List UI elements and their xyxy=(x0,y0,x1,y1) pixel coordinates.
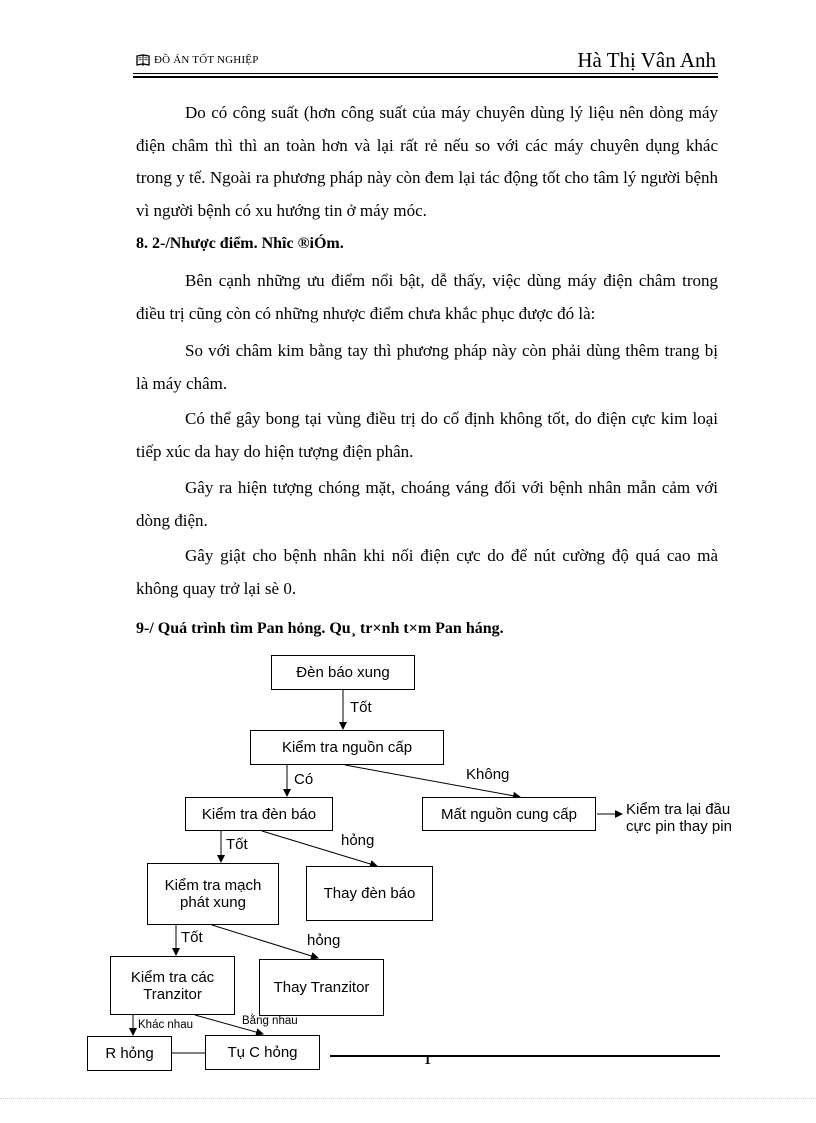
label-co: Có xyxy=(294,771,314,788)
page-break-dots xyxy=(0,1098,816,1099)
paragraph-advantages: Do có công suất (hơn công suất của máy chuyên dùng lý liệu nên dòng máy điện châm thì thì an toàn hơn và lại rất rẻ nếu so với các máy chuyên dụng khác trong y tế. Ngoài ra phương pháp này còn đem lại tác động tốt cho tâm lý người bệnh vì người bệnh có xu hướng tin ở máy móc. xyxy=(136,103,718,220)
box-den-bao-xung: Đèn báo xung xyxy=(271,655,415,690)
header-title: ĐỒ ÁN TỐT NGHIỆP xyxy=(154,54,259,66)
paragraph-disadvantage-2: Có thể gây bong tại vùng điều trị do cố định không tốt, do điện cực kim loại tiếp xúc da hay do hiện tượng điện phân. xyxy=(136,409,718,461)
arrow-mach-to-thaytranzitor xyxy=(212,925,318,958)
label-hong-1: hỏng xyxy=(341,832,375,849)
label-khac-nhau: Khác nhau xyxy=(138,1019,193,1031)
label-tot-1: Tốt xyxy=(350,699,372,716)
box-r-hong: R hỏng xyxy=(87,1036,172,1071)
label-bang-nhau: Bằng nhau xyxy=(242,1015,298,1027)
paragraph-disadvantage-4: Gây giật cho bệnh nhân khi nối điện cực do để nút cường độ quá cao mà không quay trở lại sè 0. xyxy=(136,546,718,598)
label-tot-3: Tốt xyxy=(181,929,203,946)
side-note-line2: cực pin thay pin xyxy=(626,818,732,835)
box-kiem-tra-cac-line2: Tranzitor xyxy=(143,985,202,1003)
box-kiem-tra-mach-line1: Kiểm tra mạch xyxy=(164,877,262,894)
header-author: Hà Thị Vân Anh xyxy=(577,48,716,72)
page-number: 1 xyxy=(424,1053,431,1068)
box-kiem-tra-mach-line2: phát xung xyxy=(180,894,246,911)
section-heading-disadvantages: 8. 2-/Nhược điểm. Nhîc ®iÓm. xyxy=(136,235,344,252)
footer-rule xyxy=(330,1055,720,1057)
label-khong: Không xyxy=(466,766,510,783)
side-note xyxy=(626,801,732,835)
paragraph-disadvantage-3: Gây ra hiện tượng chóng mặt, choáng váng đối với bệnh nhân mẫn cảm với dòng điện. xyxy=(136,478,718,530)
box-mat-nguon-cung-cap: Mất nguồn cung cấp xyxy=(422,797,596,831)
paragraph-disadvantages-intro: Bên cạnh những ưu điểm nổi bật, dễ thấy, việc dùng máy điện châm trong điều trị cũng còn có những nhược điểm chưa khắc phục được đó là: xyxy=(136,271,718,323)
box-kiem-tra-mach xyxy=(147,863,279,925)
box-kiem-tra-cac-line1: Kiểm tra các xyxy=(130,968,215,986)
box-kiem-tra-cac-tranzitor xyxy=(110,956,235,1015)
box-tu-c-hong: Tụ C hỏng xyxy=(205,1035,320,1070)
box-thay-den-bao: Thay đèn báo xyxy=(306,866,433,921)
side-note-line1: Kiểm tra lại đầu xyxy=(626,801,731,818)
box-kiem-tra-nguon-cap: Kiểm tra nguồn cấp xyxy=(250,730,444,765)
box-thay-tranzitor: Thay Tranzitor xyxy=(259,959,384,1016)
section-heading-troubleshooting: 9-/ Quá trình tìm Pan hỏng. Qu¸ tr×nh t×m Pan háng. xyxy=(136,620,504,637)
label-tot-2: Tốt xyxy=(226,836,248,853)
box-kiem-tra-den-bao: Kiểm tra đèn báo xyxy=(185,797,333,831)
paragraph-disadvantage-1: So với châm kim bằng tay thì phương pháp này còn phải dùng thêm trang bị là máy châm. xyxy=(136,341,718,393)
label-hong-2: hỏng xyxy=(307,932,341,949)
